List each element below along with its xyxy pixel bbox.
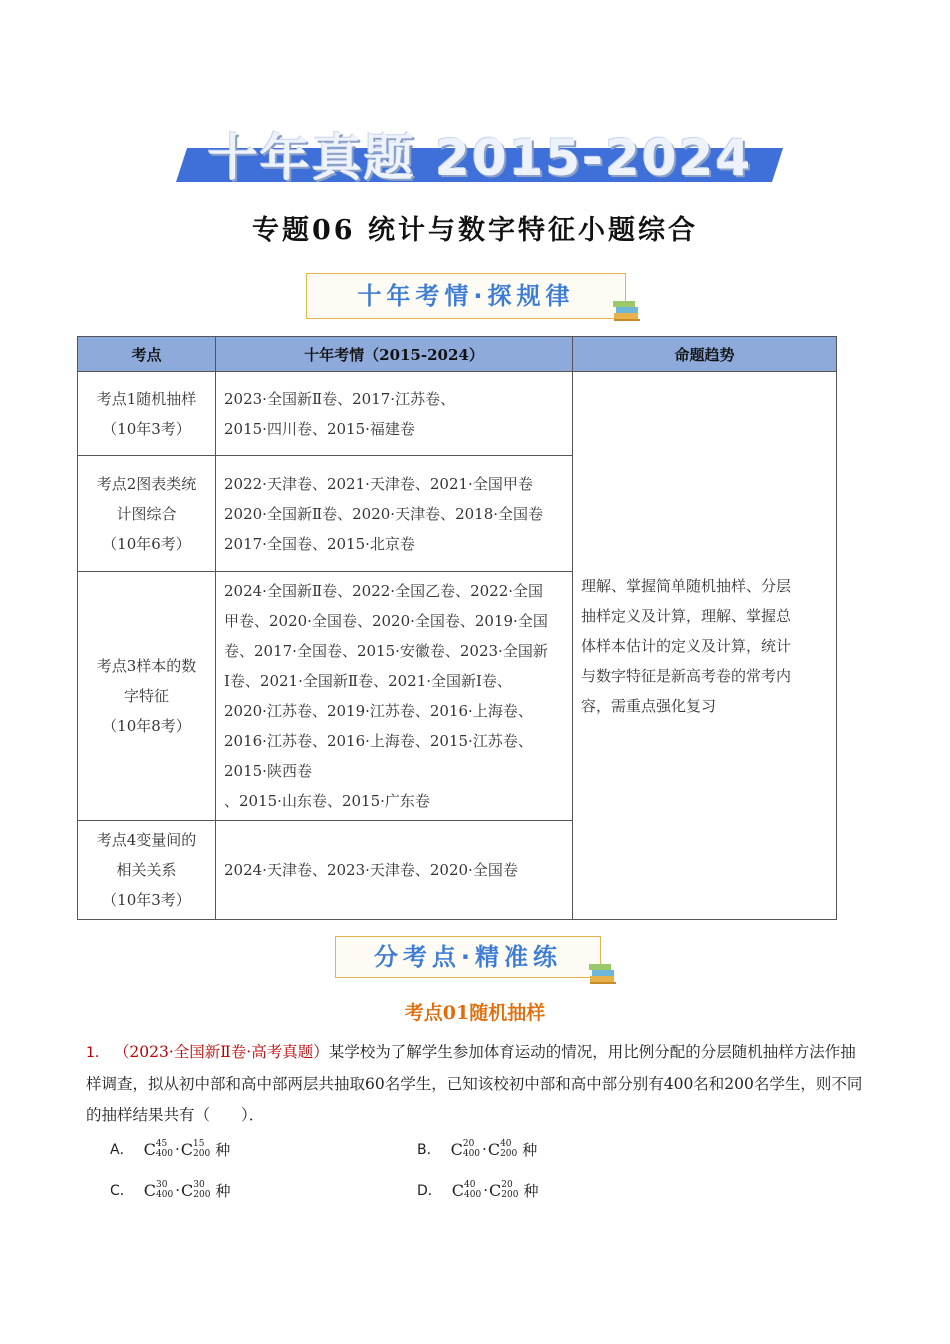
option-formula: C 20 400 · C 40 200 种 [450, 1139, 538, 1159]
point-cell: 考点4变量间的 相关关系 （10年3考） [78, 821, 216, 920]
section-ribbon-practice: 分考点·精准练 [335, 936, 601, 978]
section-title: 考点01随机抽样 [404, 1002, 546, 1024]
exams-cell: 2024·天津卷、2023·天津卷、2020·全国卷 [216, 821, 573, 920]
exam-analysis-table [77, 336, 837, 920]
option-c[interactable] [110, 1177, 230, 1203]
option-formula: C 40 400 · C 20 200 种 [451, 1180, 539, 1200]
books-icon [612, 297, 642, 323]
question-number: 1． [86, 1045, 109, 1061]
exams-cell: 2023·全国新Ⅱ卷、2017·江苏卷、 2015·四川卷、2015·福建卷 [216, 372, 573, 456]
option-a[interactable] [110, 1136, 230, 1162]
header-trend: 命题趋势 [573, 337, 837, 372]
option-formula: C 45 400 · C 15 200 种 [143, 1139, 231, 1159]
section-ribbon-trends: 十年考情·探规律 [306, 273, 626, 319]
page-title: 专题06 统计与数字特征小题综合 [252, 215, 698, 246]
option-letter: D． [417, 1183, 442, 1199]
option-d[interactable] [417, 1177, 538, 1203]
exams-cell: 2024·全国新Ⅱ卷、2022·全国乙卷、2022·全国 甲卷、2020·全国卷、2020·全国卷、2019·全国 卷、2017·全国卷、2015·安徽卷、2023·全国新 Ⅰ卷、2021·全国新Ⅱ卷、2021·全国新Ⅰ卷、 2020·江苏卷、2019·江苏卷、2016·上海卷、 2016·江苏卷、2016·上海卷、2015·江苏卷、 2015·陕西卷 、2015·山东卷、2015·广东卷 [216, 572, 573, 821]
option-letter: C． [110, 1183, 134, 1199]
point-cell: 考点2图表类统 计图综合 （10年6考） [78, 456, 216, 572]
table-row [78, 372, 837, 456]
page-banner [176, 118, 776, 187]
question-1 [86, 1037, 866, 1131]
books-icon [588, 960, 618, 986]
question-source: （2023·全国新Ⅱ卷·高考真题） [113, 1043, 329, 1061]
point-cell: 考点1随机抽样 （10年3考） [78, 372, 216, 456]
option-letter: B． [417, 1142, 441, 1158]
option-formula: C 30 400 · C 30 200 种 [143, 1180, 231, 1200]
exams-cell: 2022·天津卷、2021·天津卷、2021·全国甲卷 2020·全国新Ⅱ卷、2020·天津卷、2018·全国卷 2017·全国卷、2015·北京卷 [216, 456, 573, 572]
question-text: 某学校为了解学生参加体育运动的情况，用比例分配的分层随机抽样方法作抽样调查，拟从初中部和高中部两层共抽取60名学生，已知该校初中部和高中部分别有400名和200名学生，则不同的抽样结果共有（ ）． [86, 1043, 863, 1124]
point-cell: 考点3样本的数 字特征 （10年8考） [78, 572, 216, 821]
banner-title: 十年真题 2015-2024 [207, 129, 753, 187]
option-b[interactable] [417, 1136, 537, 1162]
header-point: 考点 [78, 337, 216, 372]
option-letter: A． [110, 1142, 134, 1158]
trend-cell: 理解、掌握简单随机抽样、分层 抽样定义及计算，理解、掌握总 体样本估计的定义及计算，统计 与数字特征是新高考卷的常考内 容，需重点强化复习 [573, 372, 837, 920]
table-header-row [78, 337, 837, 372]
header-exams: 十年考情（2015-2024） [216, 337, 573, 372]
